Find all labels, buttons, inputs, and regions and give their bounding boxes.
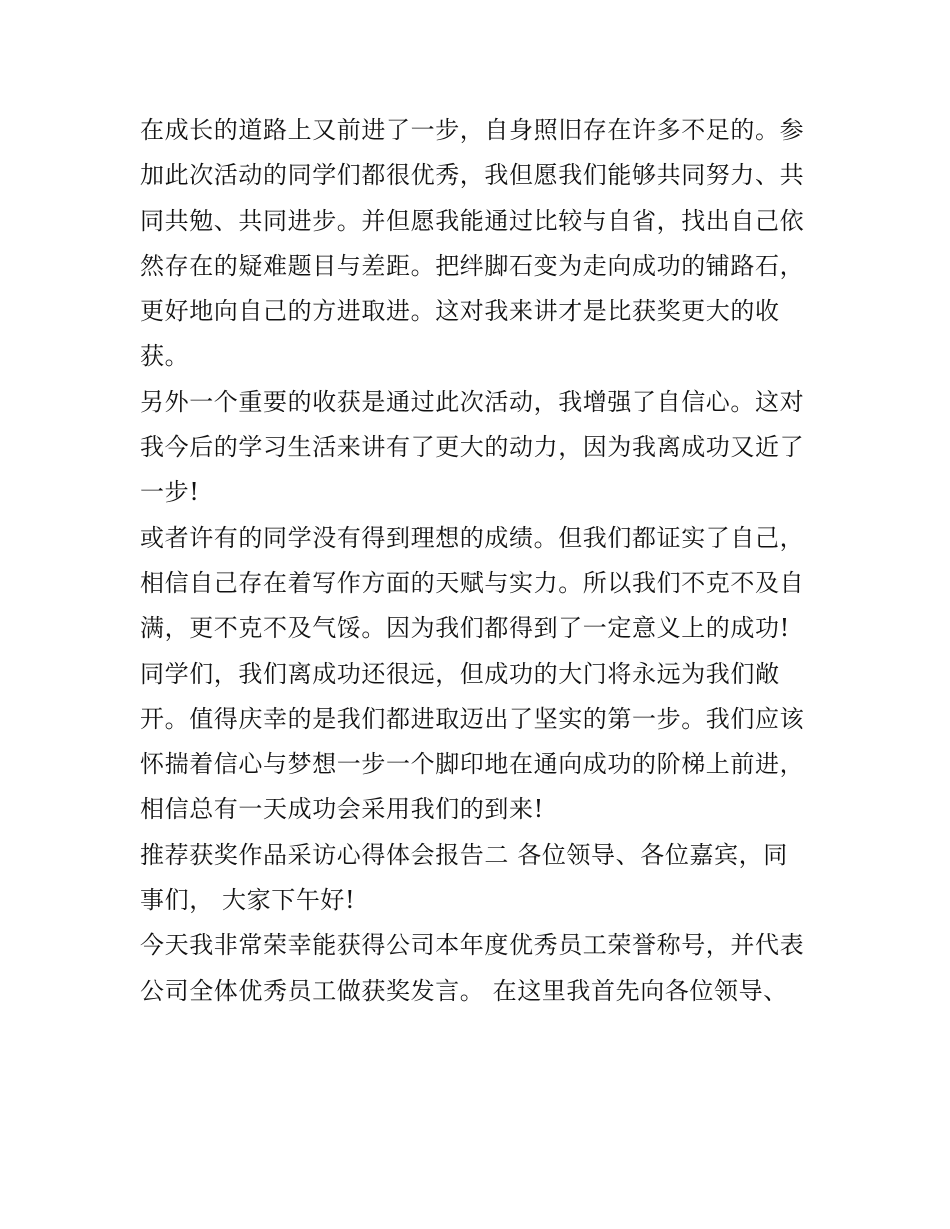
text-line: 在成长的道路上又前进了一步，自身照旧存在许多不足的。参 [140,116,805,144]
text-line: 另外一个重要的收获是通过此次活动，我增强了自信心。这对 [140,387,805,416]
text-line: 一步! [140,478,200,507]
document-body [140,108,820,1014]
text-line: 同学们，我们离成功还很远，但成功的大门将永远为我们敞 [140,659,780,688]
text-line: 或者许有的同学没有得到理想的成绩。但我们都证实了自己， [140,523,805,552]
text-line: 公司全体优秀员工做获奖发言。 在这里我首先向各位领导、 [140,976,788,1005]
text-line: 事们， 大家下午好! [140,886,356,915]
text-line: 同共勉、共同进步。并但愿我能通过比较与自省，找出自己依 [140,206,805,235]
text-line: 加此次活动的同学们都很优秀，我但愿我们能够共同努力、共 [140,161,805,190]
text-line: 然存在的疑难题目与差距。把绊脚石变为走向成功的铺路石， [140,251,805,280]
text-line: 推荐获奖作品采访心得体会报告二 各位领导、各位嘉宾，同 [140,840,788,869]
text-line: 相信总有一天成功会采用我们的到来! [140,795,544,824]
text-line: 满，更不克不及气馁。因为我们都得到了一定意义上的成功! [140,614,790,643]
text-line: 开。值得庆幸的是我们都进取迈出了坚实的第一步。我们应该 [140,704,805,733]
text-line: 更好地向自己的方进取进。这对我来讲才是比获奖更大的收 [140,297,780,326]
text-line: 怀揣着信心与梦想一步一个脚印地在通向成功的阶梯上前进， [140,750,805,779]
text-line: 相信自己存在着写作方面的天赋与实力。所以我们不克不及自 [140,568,805,597]
text-line: 我今后的学习生活来讲有了更大的动力，因为我离成功又近了 [140,433,805,462]
text-line: 获。 [140,342,190,371]
text-line: 今天我非常荣幸能获得公司本年度优秀员工荣誉称号，并代表 [140,931,805,960]
